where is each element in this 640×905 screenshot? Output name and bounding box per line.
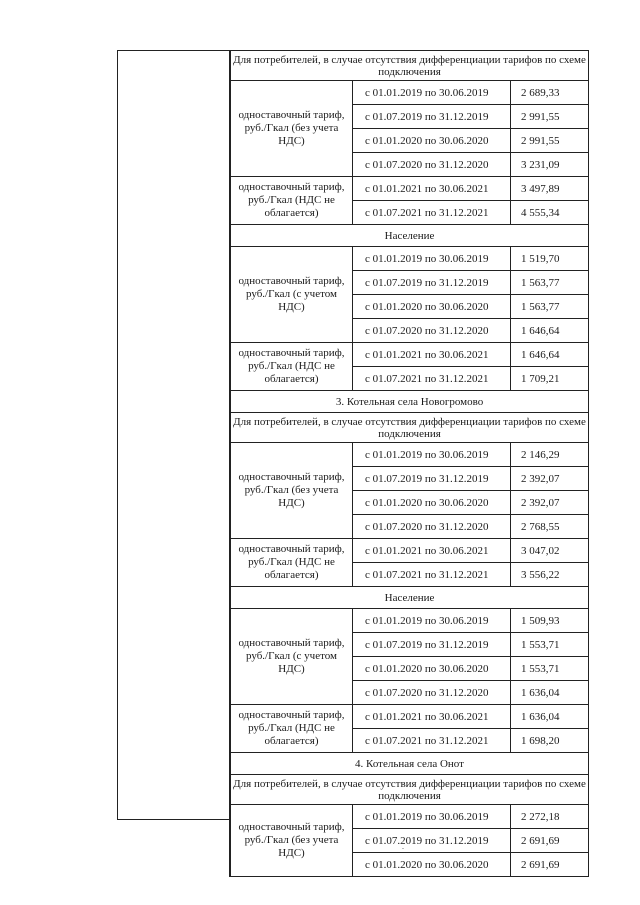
group-header: Для потребителей, в случае отсутствия дифференциации тарифов по схеме подключения [231,775,589,805]
period-cell: с 01.01.2021 по 30.06.2021 [353,705,511,729]
period-cell: с 01.01.2021 по 30.06.2021 [353,539,511,563]
tariff-value-cell: 1 698,20 [511,729,589,753]
period-cell: с 01.07.2021 по 31.12.2021 [353,367,511,391]
table-row [231,705,589,729]
table-row [231,443,589,467]
tariff-value-cell: 1 709,21 [511,367,589,391]
period-cell: с 01.07.2021 по 31.12.2021 [353,563,511,587]
group-header-row [231,587,589,609]
tariff-category: одноставочный тариф, руб./Гкал (НДС не облагается) [231,705,353,753]
tariff-value-cell: 3 231,09 [511,153,589,177]
group-header: Для потребителей, в случае отсутствия дифференциации тарифов по схеме подключения [231,413,589,443]
tariff-value-cell: 1 636,04 [511,705,589,729]
tariff-value-cell: 1 509,93 [511,609,589,633]
group-header-row [231,775,589,805]
section-title-row [231,753,589,775]
period-cell: с 01.07.2021 по 31.12.2021 [353,729,511,753]
table-row [231,609,589,633]
tariff-value-cell: 2 392,07 [511,491,589,515]
table-row [231,805,589,829]
tariff-value-cell: 1 519,70 [511,247,589,271]
tariff-value-cell: 2 768,55 [511,515,589,539]
tariff-value-cell: 1 563,77 [511,271,589,295]
tariff-value-cell: 4 555,34 [511,201,589,225]
tariff-value-cell: 2 392,07 [511,467,589,491]
period-cell: с 01.01.2020 по 30.06.2020 [353,491,511,515]
group-header-row [231,413,589,443]
tariff-value-cell: 3 556,22 [511,563,589,587]
period-cell: с 01.01.2019 по 30.06.2019 [353,247,511,271]
group-header: Население [231,225,589,247]
period-cell: с 01.07.2019 по 31.12.2019 [353,633,511,657]
tariff-table-wrapper [229,50,588,877]
tariff-category: одноставочный тариф, руб./Гкал (с учетом НДС) [231,247,353,343]
tariff-value-cell: 2 146,29 [511,443,589,467]
period-cell: с 01.01.2020 по 30.06.2020 [353,129,511,153]
tariff-table [230,50,589,877]
group-header-row [231,51,589,81]
period-cell: с 01.07.2020 по 31.12.2020 [353,153,511,177]
period-cell: с 01.01.2019 по 30.06.2019 [353,805,511,829]
tariff-category: одноставочный тариф, руб./Гкал (НДС не облагается) [231,539,353,587]
tariff-value-cell: 1 553,71 [511,633,589,657]
period-cell: с 01.07.2020 по 31.12.2020 [353,681,511,705]
period-cell: с 01.01.2019 по 30.06.2019 [353,81,511,105]
tariff-document [117,50,587,871]
tariff-value-cell: 2 691,69 [511,829,589,853]
tariff-category: одноставочный тариф, руб./Гкал (с учетом НДС) [231,609,353,705]
section-title: 3. Котельная села Новогромово [231,391,589,413]
table-row [231,247,589,271]
tariff-value-cell: 1 636,04 [511,681,589,705]
period-cell: с 01.07.2019 по 31.12.2019 [353,467,511,491]
period-cell: с 01.01.2021 по 30.06.2021 [353,343,511,367]
section-title-row [231,391,589,413]
period-cell: с 01.01.2020 по 30.06.2020 [353,853,511,877]
tariff-value-cell: 2 991,55 [511,105,589,129]
page-speck [402,848,404,849]
tariff-value-cell: 2 689,33 [511,81,589,105]
period-cell: с 01.07.2020 по 31.12.2020 [353,515,511,539]
group-header-row [231,225,589,247]
tariff-value-cell: 2 272,18 [511,805,589,829]
period-cell: с 01.07.2019 по 31.12.2019 [353,105,511,129]
tariff-value-cell: 3 047,02 [511,539,589,563]
period-cell: с 01.07.2019 по 31.12.2019 [353,271,511,295]
table-row [231,343,589,367]
table-row [231,539,589,563]
tariff-table-body [231,51,589,877]
period-cell: с 01.07.2021 по 31.12.2021 [353,201,511,225]
section-title: 4. Котельная села Онот [231,753,589,775]
period-cell: с 01.07.2019 по 31.12.2019 [353,829,511,853]
tariff-value-cell: 1 553,71 [511,657,589,681]
period-cell: с 01.01.2019 по 30.06.2019 [353,443,511,467]
period-cell: с 01.01.2019 по 30.06.2019 [353,609,511,633]
tariff-value-cell: 3 497,89 [511,177,589,201]
period-cell: с 01.07.2020 по 31.12.2020 [353,319,511,343]
tariff-category: одноставочный тариф, руб./Гкал (без учета НДС) [231,81,353,177]
tariff-category: одноставочный тариф, руб./Гкал (НДС не облагается) [231,343,353,391]
tariff-category: одноставочный тариф, руб./Гкал (без учета НДС) [231,805,353,877]
table-row [231,81,589,105]
tariff-value-cell: 1 646,64 [511,319,589,343]
table-row [231,177,589,201]
group-header: Население [231,587,589,609]
period-cell: с 01.01.2021 по 30.06.2021 [353,177,511,201]
tariff-category: одноставочный тариф, руб./Гкал (без учета НДС) [231,443,353,539]
group-header: Для потребителей, в случае отсутствия дифференциации тарифов по схеме подключения [231,51,589,81]
tariff-value-cell: 2 691,69 [511,853,589,877]
left-column-cell [117,50,230,820]
tariff-category: одноставочный тариф, руб./Гкал (НДС не облагается) [231,177,353,225]
tariff-value-cell: 1 646,64 [511,343,589,367]
period-cell: с 01.01.2020 по 30.06.2020 [353,295,511,319]
tariff-value-cell: 2 991,55 [511,129,589,153]
period-cell: с 01.01.2020 по 30.06.2020 [353,657,511,681]
tariff-value-cell: 1 563,77 [511,295,589,319]
